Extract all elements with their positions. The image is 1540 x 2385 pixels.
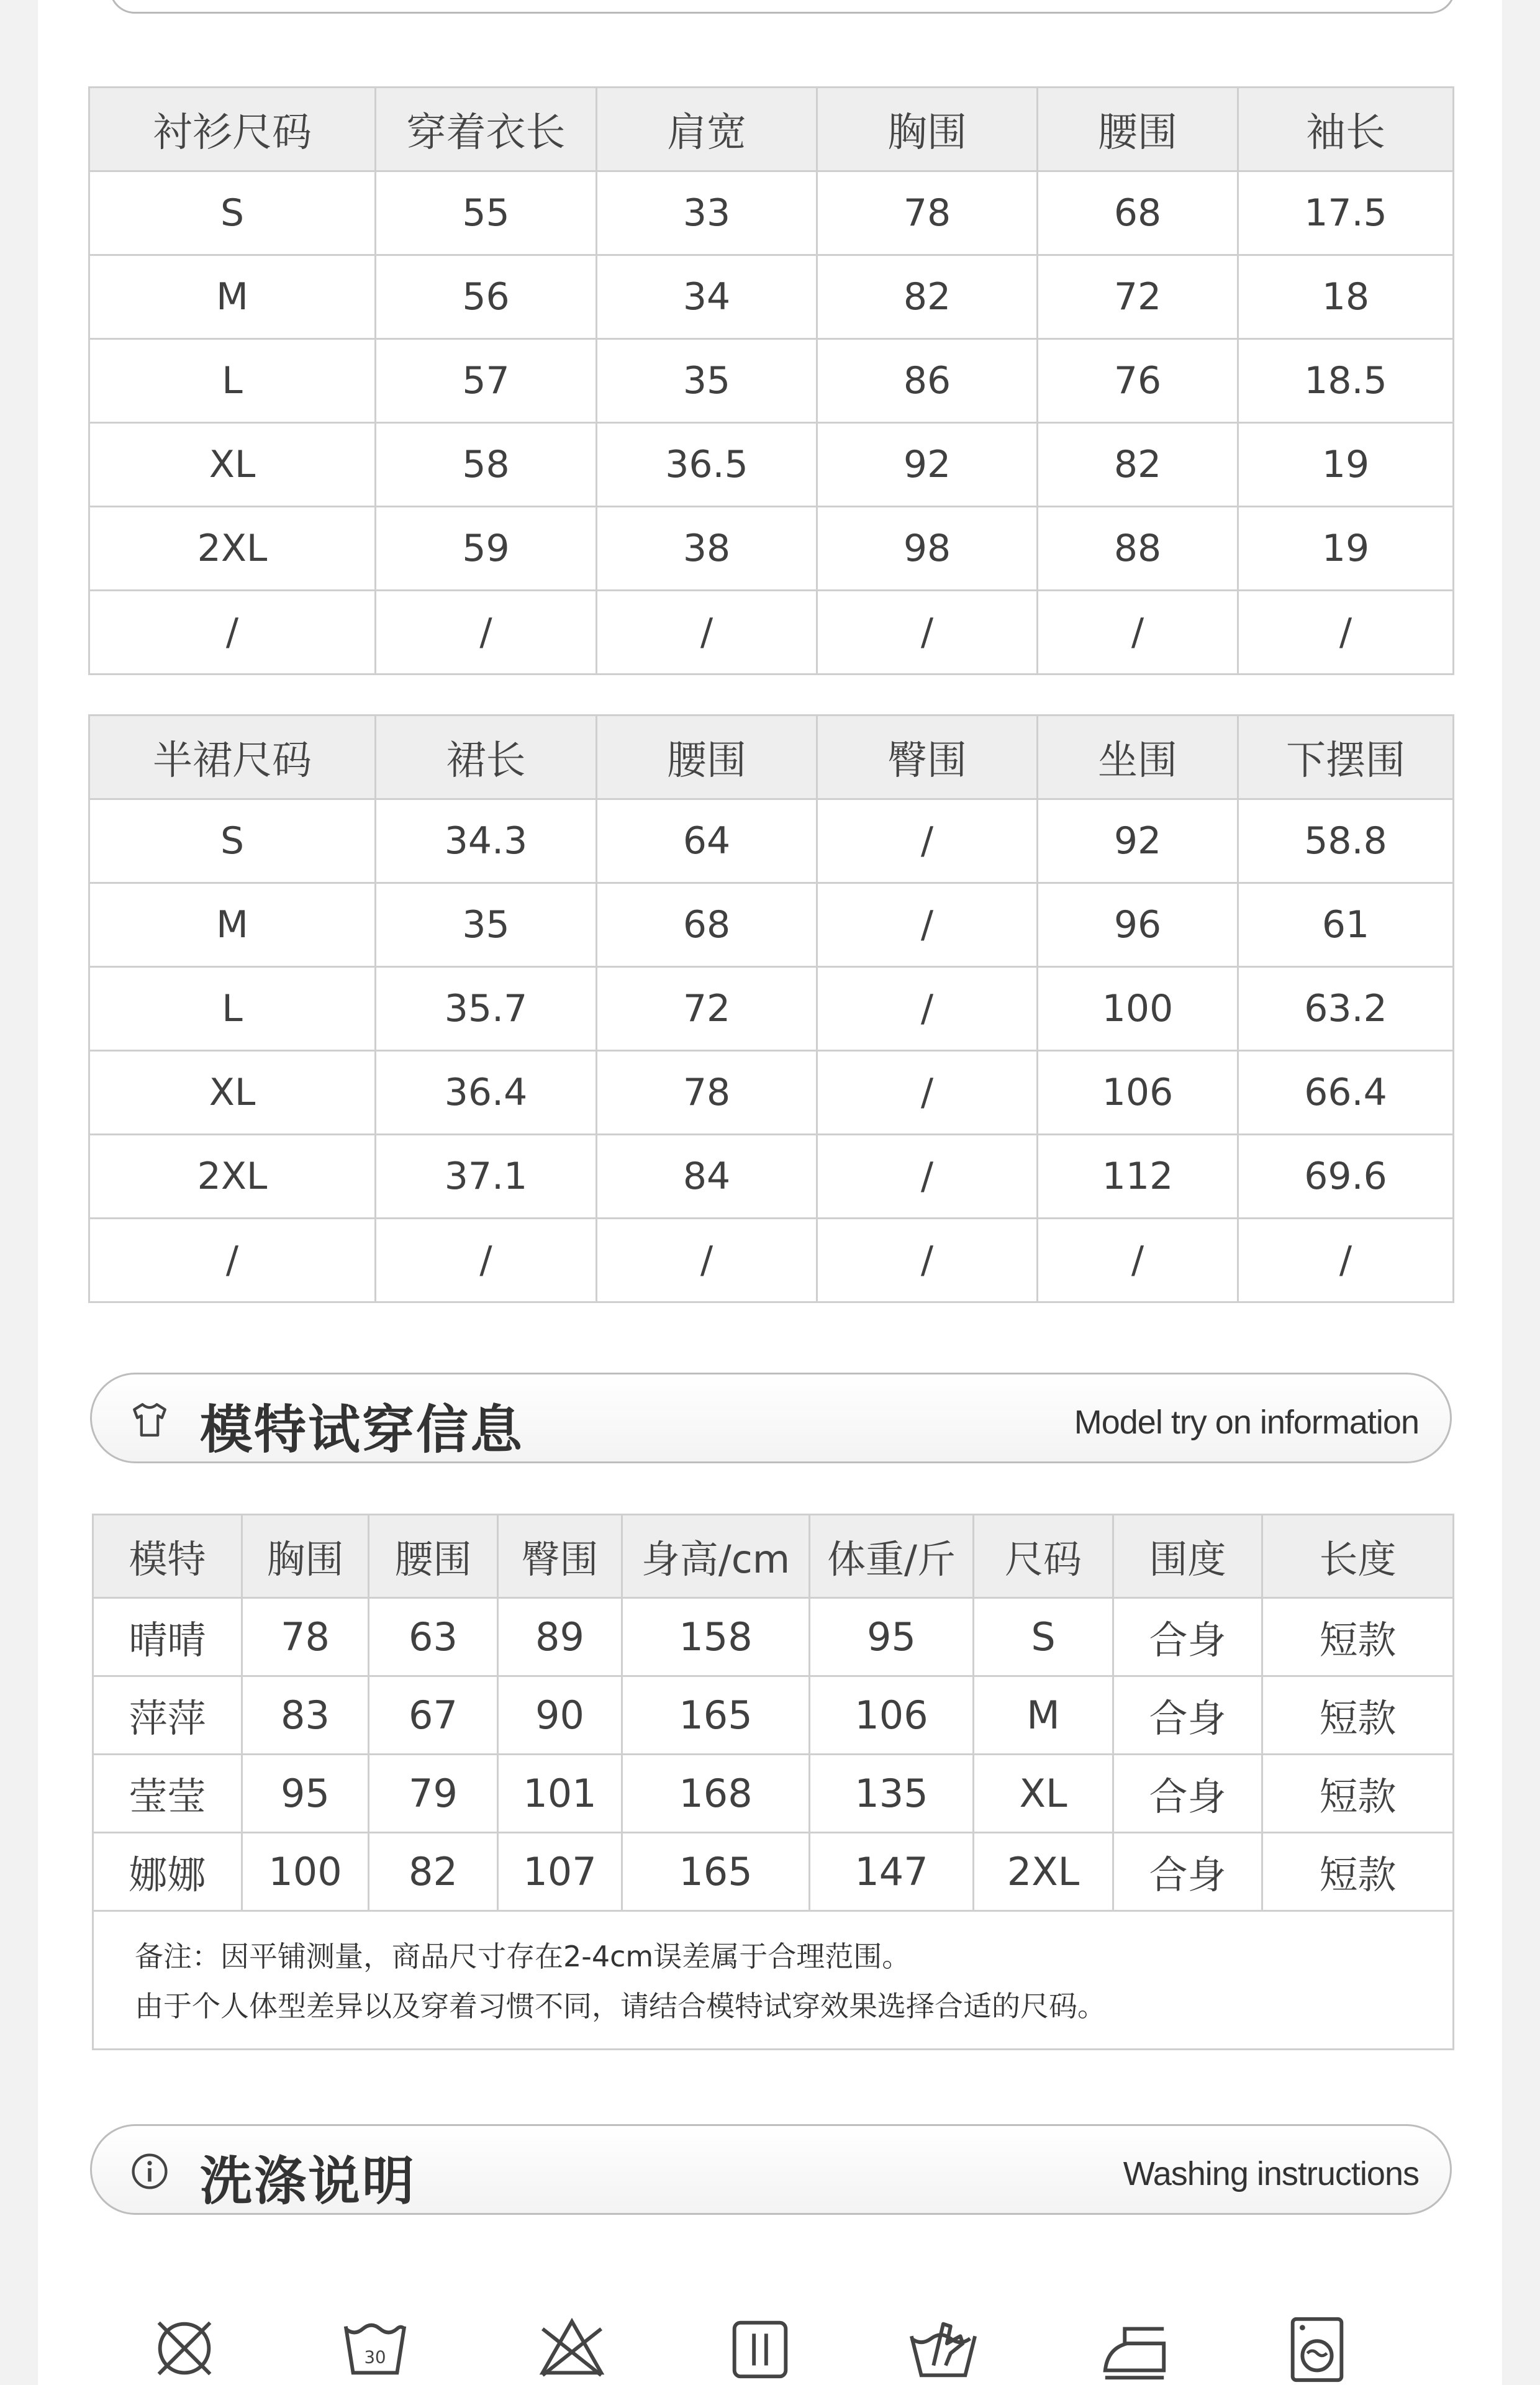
- table-cell: 短款: [1262, 1598, 1454, 1676]
- table-row: [89, 799, 1454, 883]
- table-cell: 56: [376, 255, 597, 339]
- table-cell: 90: [498, 1676, 622, 1755]
- table-cell: 95: [242, 1755, 369, 1833]
- table-cell: 165: [622, 1676, 810, 1755]
- table-cell: S: [974, 1598, 1113, 1676]
- size-cell: /: [89, 591, 376, 675]
- table-cell: 135: [810, 1755, 974, 1833]
- model-name-cell: 晴晴: [93, 1598, 242, 1676]
- table-cell: 82: [1038, 423, 1238, 507]
- table-cell: 18: [1238, 255, 1454, 339]
- previous-section-pill: [109, 0, 1456, 14]
- wash-temperature: 30: [364, 2347, 386, 2368]
- size-cell: L: [89, 967, 376, 1051]
- header-cell: 腰围: [597, 716, 817, 799]
- size-cell: XL: [89, 1051, 376, 1135]
- table-cell: /: [376, 591, 597, 675]
- table-cell: 35: [376, 883, 597, 967]
- line-dry-icon: [723, 2312, 797, 2385]
- header-cell: 身高/cm: [622, 1515, 810, 1598]
- table-cell: 78: [242, 1598, 369, 1676]
- table-cell: 35: [597, 339, 817, 423]
- table-cell: 合身: [1113, 1676, 1262, 1755]
- table-row: [93, 1755, 1454, 1833]
- section-title: 模特试穿信息: [200, 1399, 525, 1460]
- table-cell: 158: [622, 1598, 810, 1676]
- table-cell: /: [376, 1219, 597, 1302]
- table-cell: 66.4: [1238, 1051, 1454, 1135]
- header-cell: 尺码: [974, 1515, 1113, 1598]
- table-cell: XL: [974, 1755, 1113, 1833]
- table-cell: 76: [1038, 339, 1238, 423]
- table-row: [89, 1051, 1454, 1135]
- table-cell: /: [1238, 591, 1454, 675]
- table-cell: 63: [369, 1598, 498, 1676]
- size-cell: M: [89, 883, 376, 967]
- table-row: [89, 507, 1454, 591]
- section-subtitle: Washing instructions: [1123, 2155, 1419, 2192]
- table-cell: 合身: [1113, 1755, 1262, 1833]
- do-not-bleach-icon: [535, 2312, 609, 2385]
- table-cell: 67: [369, 1676, 498, 1755]
- table-cell: /: [817, 967, 1038, 1051]
- header-cell: 坐围: [1038, 716, 1238, 799]
- note-row: [93, 1911, 1454, 2050]
- table-cell: 72: [1038, 255, 1238, 339]
- table-cell: 82: [369, 1833, 498, 1911]
- table-cell: 69.6: [1238, 1135, 1454, 1219]
- table-cell: 61: [1238, 883, 1454, 967]
- table-row: [89, 591, 1454, 675]
- size-note: [93, 1911, 1454, 2050]
- table-cell: /: [817, 883, 1038, 967]
- table-cell: 短款: [1262, 1833, 1454, 1911]
- table-cell: 79: [369, 1755, 498, 1833]
- table-cell: 96: [1038, 883, 1238, 967]
- table-cell: 短款: [1262, 1676, 1454, 1755]
- header-cell: 肩宽: [597, 88, 817, 171]
- table-cell: 36.4: [376, 1051, 597, 1135]
- table-cell: 38: [597, 507, 817, 591]
- model-name-cell: 萍萍: [93, 1676, 242, 1755]
- size-cell: M: [89, 255, 376, 339]
- washing-icons-row: [0, 2298, 1540, 2385]
- table-cell: /: [1238, 1219, 1454, 1302]
- header-cell: 长度: [1262, 1515, 1454, 1598]
- table-cell: 19: [1238, 507, 1454, 591]
- machine-wash-icon: [1280, 2312, 1354, 2385]
- section-subtitle: Model try on information: [1074, 1404, 1419, 1441]
- header-cell: 腰围: [369, 1515, 498, 1598]
- shirt-size-table: [88, 86, 1454, 675]
- table-cell: 37.1: [376, 1135, 597, 1219]
- table-cell: M: [974, 1676, 1113, 1755]
- size-cell: S: [89, 171, 376, 255]
- table-cell: 78: [817, 171, 1038, 255]
- table-cell: 36.5: [597, 423, 817, 507]
- table-cell: /: [597, 1219, 817, 1302]
- table-cell: 106: [810, 1676, 974, 1755]
- table-row: [93, 1833, 1454, 1911]
- note-line: 由于个人体型差异以及穿着习惯不同，请结合模特试穿效果选择合适的尺码。: [135, 1989, 1106, 2023]
- table-cell: 92: [1038, 799, 1238, 883]
- table-cell: 18.5: [1238, 339, 1454, 423]
- table-cell: 88: [1038, 507, 1238, 591]
- table-row: [89, 255, 1454, 339]
- table-row: [89, 339, 1454, 423]
- table-cell: 92: [817, 423, 1038, 507]
- iron-icon: [1098, 2312, 1171, 2385]
- table-cell: 34: [597, 255, 817, 339]
- size-cell: XL: [89, 423, 376, 507]
- wash-30-icon: [338, 2312, 412, 2385]
- header-cell: 胸围: [817, 88, 1038, 171]
- table-row: [89, 883, 1454, 967]
- table-cell: 98: [817, 507, 1038, 591]
- header-cell: 穿着衣长: [376, 88, 597, 171]
- table-row: [93, 1598, 1454, 1676]
- table-cell: 57: [376, 339, 597, 423]
- table-cell: 合身: [1113, 1598, 1262, 1676]
- table-cell: 2XL: [974, 1833, 1113, 1911]
- header-cell: 体重/斤: [810, 1515, 974, 1598]
- header-cell: 衬衫尺码: [89, 88, 376, 171]
- table-cell: 78: [597, 1051, 817, 1135]
- header-cell: 袖长: [1238, 88, 1454, 171]
- table-cell: 106: [1038, 1051, 1238, 1135]
- section-title: 洗涤说明: [200, 2151, 417, 2212]
- table-row: [89, 171, 1454, 255]
- table-cell: /: [1038, 591, 1238, 675]
- table-cell: 64: [597, 799, 817, 883]
- table-cell: 101: [498, 1755, 622, 1833]
- table-cell: 89: [498, 1598, 622, 1676]
- size-cell: S: [89, 799, 376, 883]
- table-row: [89, 967, 1454, 1051]
- table-cell: 63.2: [1238, 967, 1454, 1051]
- model-name-cell: 莹莹: [93, 1755, 242, 1833]
- table-cell: 147: [810, 1833, 974, 1911]
- table-cell: 82: [817, 255, 1038, 339]
- table-cell: /: [817, 1135, 1038, 1219]
- table-cell: /: [817, 591, 1038, 675]
- table-cell: 100: [1038, 967, 1238, 1051]
- note-line: 备注：因平铺测量，商品尺寸存在2-4cm误差属于合理范围。: [135, 1940, 911, 1973]
- table-cell: 86: [817, 339, 1038, 423]
- header-cell: 裙长: [376, 716, 597, 799]
- table-cell: 84: [597, 1135, 817, 1219]
- table-row: [89, 423, 1454, 507]
- header-cell: 半裙尺码: [89, 716, 376, 799]
- table-row: [93, 1676, 1454, 1755]
- table-cell: 17.5: [1238, 171, 1454, 255]
- table-cell: 55: [376, 171, 597, 255]
- table-cell: 68: [1038, 171, 1238, 255]
- size-cell: /: [89, 1219, 376, 1302]
- table-cell: 合身: [1113, 1833, 1262, 1911]
- table-cell: 短款: [1262, 1755, 1454, 1833]
- header-cell: 胸围: [242, 1515, 369, 1598]
- table-cell: 58.8: [1238, 799, 1454, 883]
- table-header-row: [89, 88, 1454, 171]
- table-cell: 100: [242, 1833, 369, 1911]
- table-cell: 58: [376, 423, 597, 507]
- table-cell: 95: [810, 1598, 974, 1676]
- table-cell: 34.3: [376, 799, 597, 883]
- washing-section-header: [90, 2124, 1452, 2215]
- hand-wash-icon: [907, 2312, 980, 2385]
- tshirt-icon: [129, 1399, 170, 1440]
- header-cell: 围度: [1113, 1515, 1262, 1598]
- table-cell: 165: [622, 1833, 810, 1911]
- table-cell: 112: [1038, 1135, 1238, 1219]
- table-cell: 33: [597, 171, 817, 255]
- table-cell: 72: [597, 967, 817, 1051]
- header-cell: 下摆围: [1238, 716, 1454, 799]
- header-cell: 模特: [93, 1515, 242, 1598]
- table-header-row: [93, 1515, 1454, 1598]
- table-cell: 19: [1238, 423, 1454, 507]
- model-info-section-header: [90, 1373, 1452, 1463]
- header-cell: 臀围: [498, 1515, 622, 1598]
- table-cell: 68: [597, 883, 817, 967]
- table-cell: /: [817, 799, 1038, 883]
- model-name-cell: 娜娜: [93, 1833, 242, 1911]
- size-cell: L: [89, 339, 376, 423]
- table-cell: /: [597, 591, 817, 675]
- table-cell: /: [1038, 1219, 1238, 1302]
- table-row: [89, 1135, 1454, 1219]
- do-not-tumble-dry-icon: [148, 2312, 221, 2385]
- header-cell: 臀围: [817, 716, 1038, 799]
- table-cell: 59: [376, 507, 597, 591]
- table-cell: 35.7: [376, 967, 597, 1051]
- header-cell: 腰围: [1038, 88, 1238, 171]
- table-cell: 107: [498, 1833, 622, 1911]
- model-fit-table: [92, 1514, 1454, 2050]
- size-cell: 2XL: [89, 507, 376, 591]
- table-cell: 168: [622, 1755, 810, 1833]
- size-cell: 2XL: [89, 1135, 376, 1219]
- table-header-row: [89, 716, 1454, 799]
- table-cell: 83: [242, 1676, 369, 1755]
- table-cell: /: [817, 1219, 1038, 1302]
- info-icon: [129, 2151, 170, 2192]
- table-row: [89, 1219, 1454, 1302]
- table-cell: /: [817, 1051, 1038, 1135]
- skirt-size-table: [88, 714, 1454, 1303]
